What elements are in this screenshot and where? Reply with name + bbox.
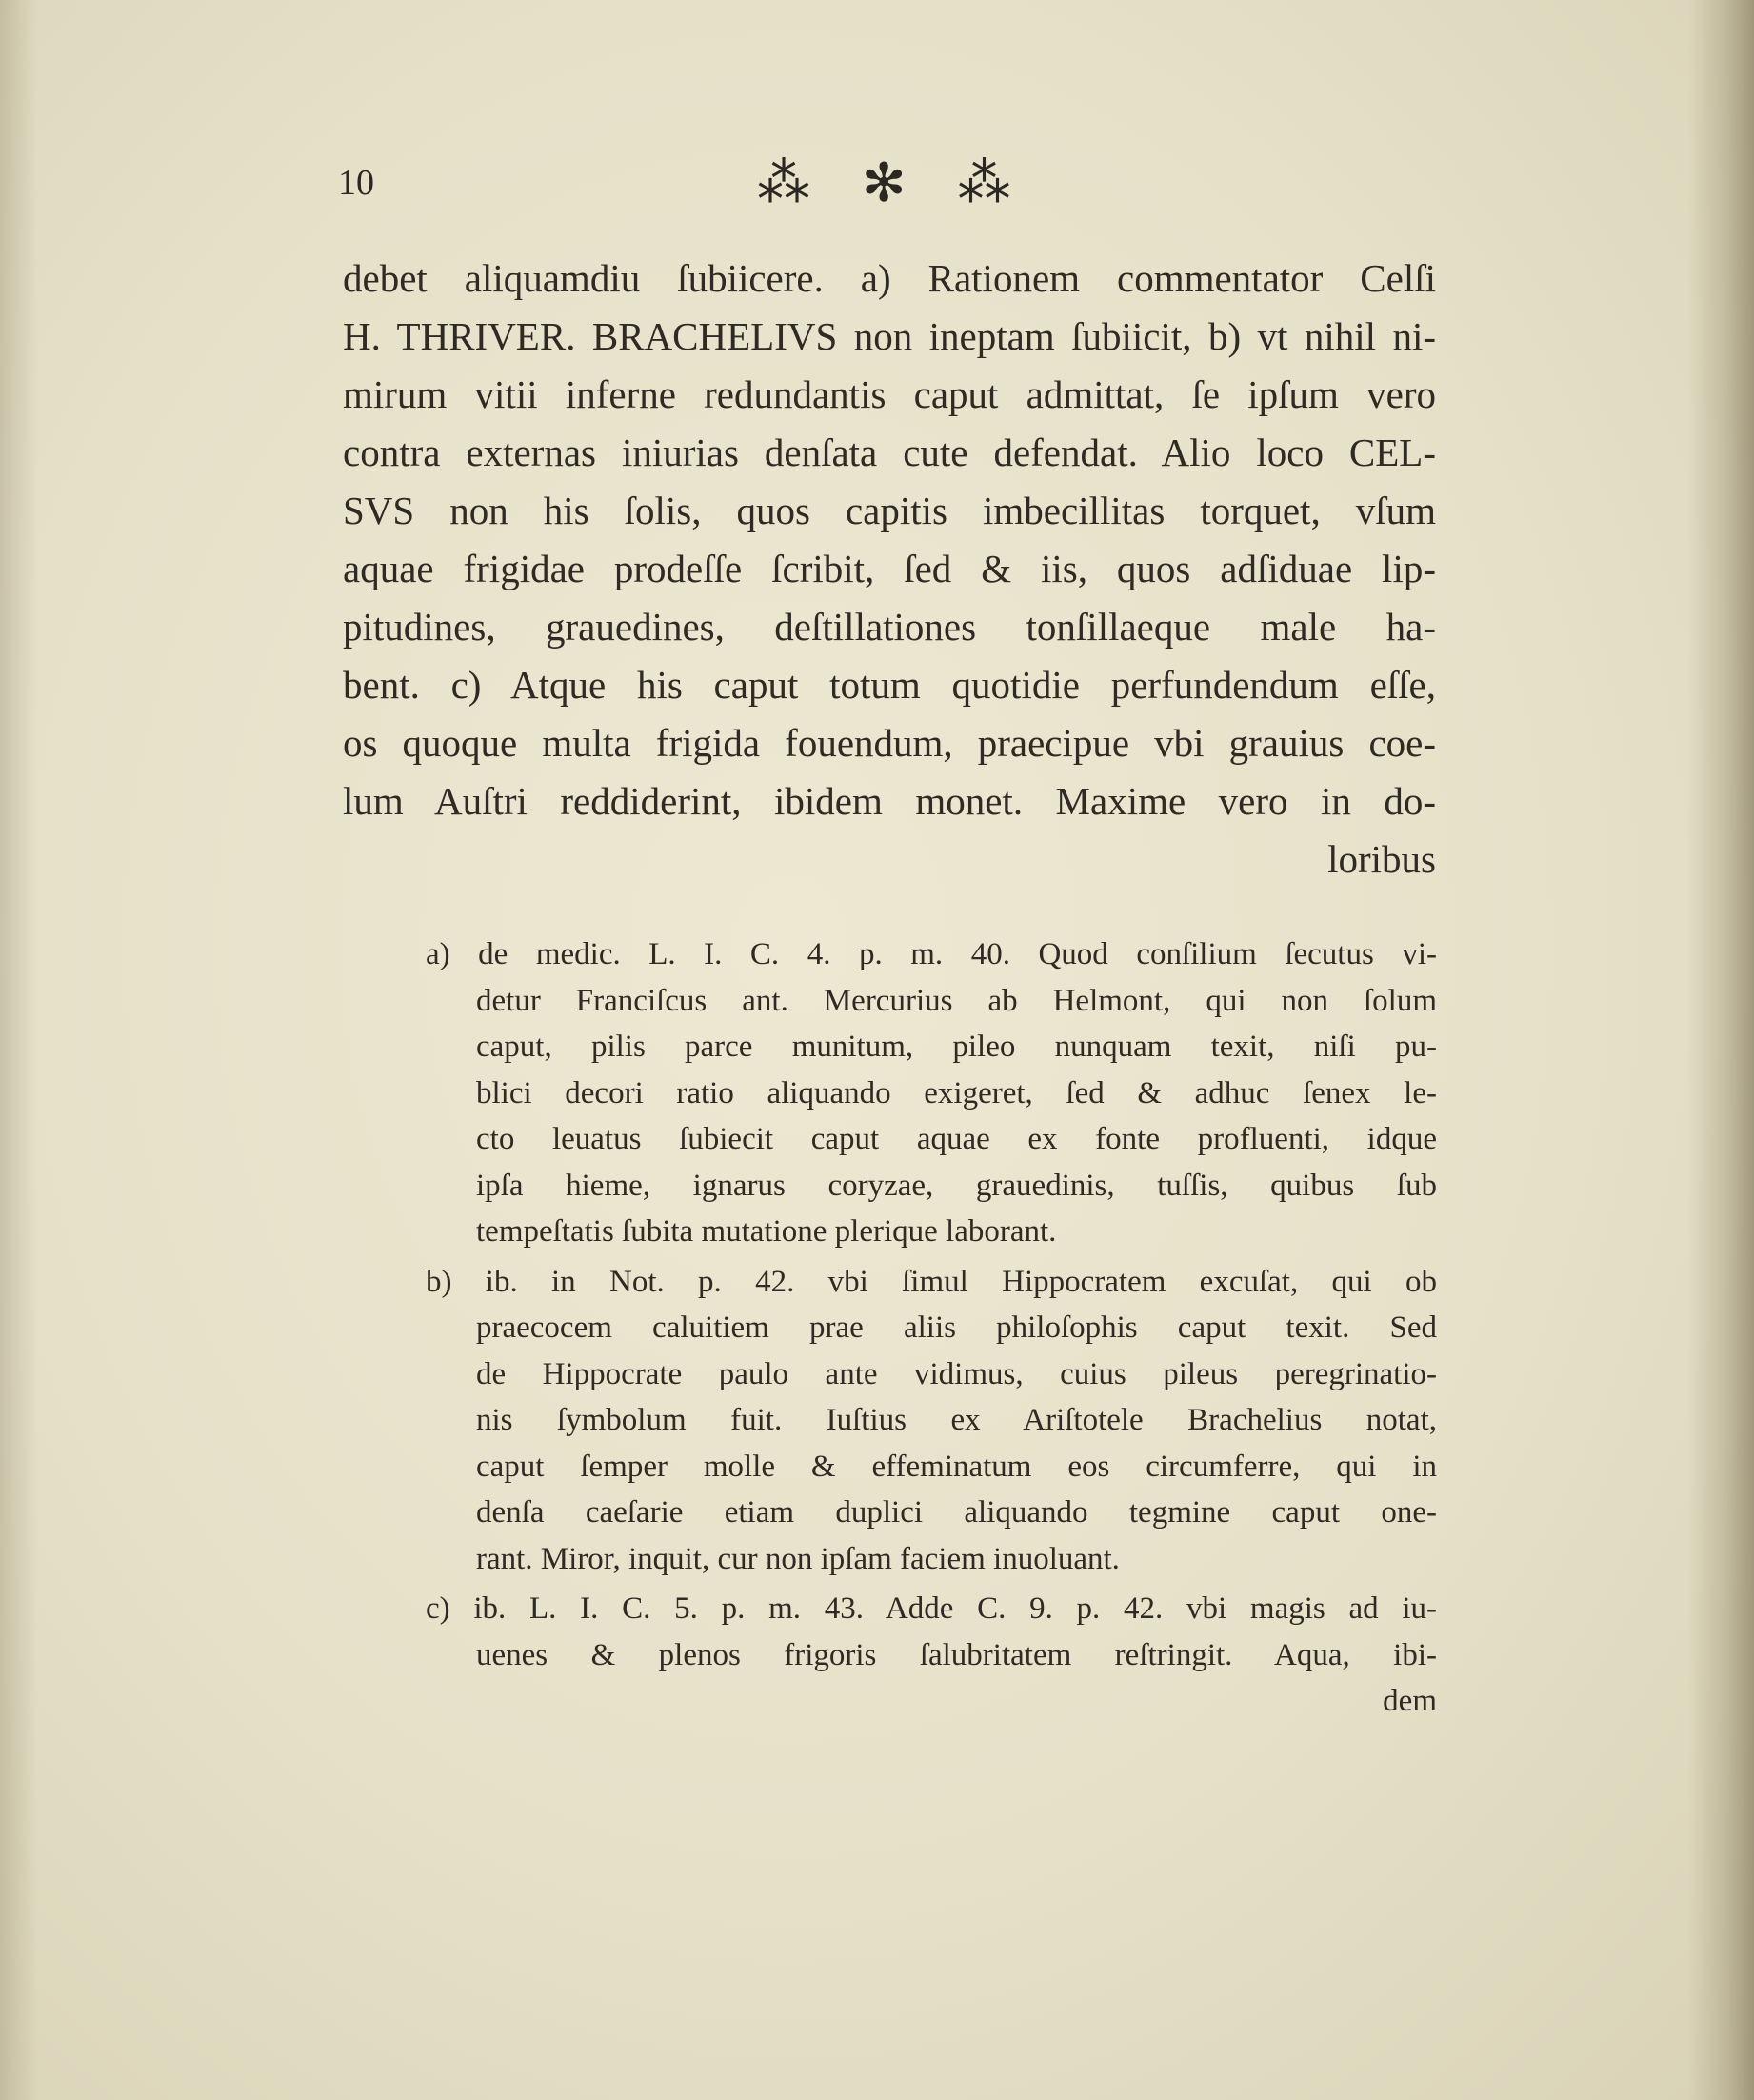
footnote-line: ipſa hieme, ignarus coryzae, grauedinis, tuſſis, quibus ſub	[476, 1168, 1437, 1203]
footnote-line: a) de medic. L. I. C. 4. p. m. 40. Quod conſilium ſecutus vi-	[426, 937, 1437, 971]
text-line: H. THRIVER. BRACHELIVS non ineptam ſubiicit, b) vt nihil ni-	[343, 314, 1436, 358]
footnote-line: caput, pilis parce munitum, pileo nunquam texit, niſi pu-	[476, 1030, 1437, 1064]
footnote-a	[426, 931, 1437, 1255]
footnote-line: denſa caeſarie etiam duplici aliquando tegmine caput one-	[476, 1495, 1437, 1530]
page-header	[338, 152, 1452, 219]
footnotes-block	[426, 931, 1437, 1725]
footnote-c	[426, 1586, 1437, 1725]
footnote-line: rant. Miror, inquit, cur non ipſam faciem inuoluant.	[476, 1541, 1120, 1576]
footnote-line: uenes & plenos frigoris ſalubritatem reſtringit. Aqua, ibi-	[476, 1637, 1437, 1672]
footnote-b	[426, 1259, 1437, 1583]
page-number: 10	[338, 163, 374, 203]
text-line: contra externas iniurias denſata cute defendat. Alio loco CEL-	[343, 430, 1436, 474]
header-ornament: ⁂ ✻ ⁂	[757, 152, 1028, 214]
binding-gutter-shadow	[1687, 0, 1754, 2100]
catchword: loribus	[1327, 837, 1436, 881]
text-line: pitudines, grauedines, deſtillationes tonſillaeque male ha-	[343, 605, 1436, 649]
main-text-block	[343, 250, 1436, 889]
page-edge-shadow	[0, 0, 38, 2100]
footnote-line: cto leuatus ſubiecit caput aquae ex fonte profluenti, idque	[476, 1122, 1437, 1156]
text-line: aquae frigidae prodeſſe ſcribit, ſed & iis, quos adſiduae lip-	[343, 547, 1436, 590]
text-line: bent. c) Atque his caput totum quotidie perfundendum eſſe,	[343, 663, 1436, 707]
text-line: os quoque multa frigida fouendum, praecipue vbi grauius coe-	[343, 721, 1436, 765]
text-line: mirum vitii inferne redundantis caput admittat, ſe ipſum vero	[343, 372, 1436, 416]
footnote-line: detur Franciſcus ant. Mercurius ab Helmont, qui non ſolum	[476, 983, 1437, 1018]
footnote-line: b) ib. in Not. p. 42. vbi ſimul Hippocratem excuſat, qui ob	[426, 1264, 1437, 1299]
text-line: debet aliquamdiu ſubiicere. a) Rationem commentator Celſi	[343, 256, 1436, 300]
text-line: lum Auſtri reddiderint, ibidem monet. Maxime vero in do-	[343, 779, 1436, 823]
footnote-catchword: dem	[1383, 1684, 1437, 1718]
footnote-line: praecocem caluitiem prae aliis philoſophis caput texit. Sed	[476, 1310, 1437, 1345]
footnote-line: caput ſemper molle & effeminatum eos circumferre, qui in	[476, 1449, 1437, 1484]
footnote-line: de Hippocrate paulo ante vidimus, cuius pileus peregrinatio-	[476, 1356, 1437, 1391]
footnote-line: blici decori ratio aliquando exigeret, ſed & adhuc ſenex le-	[476, 1075, 1437, 1110]
text-line: SVS non his ſolis, quos capitis imbecillitas torquet, vſum	[343, 489, 1436, 532]
footnote-line: nis ſymbolum fuit. Iuſtius ex Ariſtotele Brachelius notat,	[476, 1403, 1437, 1437]
footnote-line: tempeſtatis ſubita mutatione plerique laborant.	[476, 1214, 1057, 1249]
footnote-line: c) ib. L. I. C. 5. p. m. 43. Adde C. 9. p. 42. vbi magis ad iu-	[426, 1591, 1437, 1626]
